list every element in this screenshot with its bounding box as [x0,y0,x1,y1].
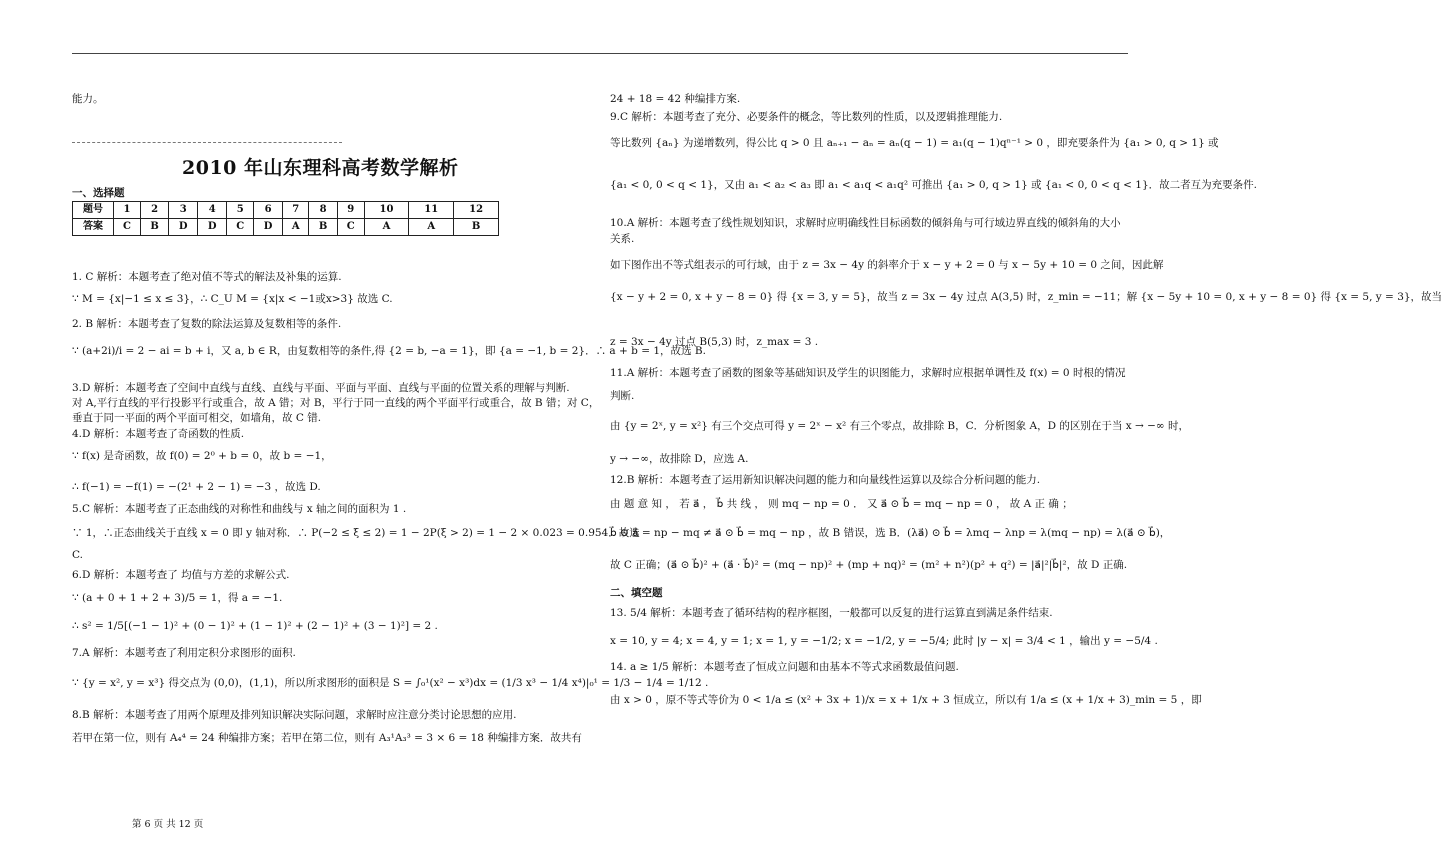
table-cell: 1 [114,202,141,219]
table-cell: 7 [283,202,309,219]
table-cell: D [254,219,283,236]
text-line: z = 3x − 4y 过点 B(5,3) 时，z_max = 3 . [610,336,819,348]
text-line: 13. 5/4 解析：本题考查了循环结构的程序框图，一般都可以反复的进行运算直到满足条件结束. [610,607,1053,619]
text-line: 5.C 解析：本题考查了正态曲线的对称性和曲线与 x 轴之间的面积为 1 . [72,503,407,515]
table-cell: B [454,219,499,236]
text-line: {x − y + 2 = 0, x + y − 8 = 0} 得 {x = 3, y = 5}，故当 z = 3x − 4y 过点 A(3,5) 时，z_min = −11；解 {x − 5y + 10 = 0, x + y − 8 = 0} 得 {x = 5, y = 3}，故当 [610,291,1442,303]
table-cell: 2 [140,202,168,219]
top-text: 能力。 [72,93,104,105]
text-line: 由 {y = 2ˣ, y = x²} 有三个交点可得 y = 2ˣ − x² 有三个零点，故排除 B，C．分析图象 A，D 的区别在于当 x → −∞ 时， [610,420,1189,432]
table-cell: 4 [198,202,227,219]
text-line: 11.A 解析：本题考查了函数的图象等基础知识及学生的识图能力，求解时应根据单调性及 f(x) = 0 时根的情况 [610,367,1126,379]
text-line: y → −∞，故排除 D，应选 A. [610,453,749,465]
table-row [73,202,499,219]
text-line: 由 题 意 知 ， 若 a⃗ ， b⃗ 共 线 ， 则 mq − np = 0 ． 又 a⃗ ⊙ b⃗ = mq − np = 0 ， 故 A 正 确 ； [610,498,1073,510]
text-line: 9.C 解析：本题考查了充分、必要条件的概念，等比数列的性质，以及逻辑推理能力. [610,111,1003,123]
page-title: 2010 年山东理科高考数学解析 [182,157,459,179]
section-heading: 二、填空题 [610,587,663,599]
text-line: ∵ {y = x², y = x³} 得交点为 (0,0)，(1,1)，所以所求图形的面积是 S = ∫₀¹(x² − x³)dx = (1/3 x³ − 1/4 x⁴)|₀¹ = 1/3 − 1/4 = 1/12 . [72,677,709,689]
text-line: ∵ (a+2i)/i = 2 − ai = b + i，又 a, b ∈ R，由复数相等的条件,得 {2 = b, −a = 1}，即 {a = −1, b = 2}．∴ a + b = 1，故选 B. [72,345,706,357]
table-cell: C [227,219,254,236]
text-line: x = 10, y = 4; x = 4, y = 1; x = 1, y = −1/2; x = −1/2, y = −5/4; 此时 |y − x| = 3/4 < 1 ，输出 y = −5/4 . [610,635,1158,647]
text-line: 对 A,平行直线的平行投影平行或重合，故 A 错；对 B，平行于同一直线的两个平面平行或重合，故 B 错；对 C， [72,397,600,409]
table-cell: 6 [254,202,283,219]
text-line: 垂直于同一平面的两个平面可相交，如墙角，故 C 错. [72,412,322,424]
text-line: 等比数列 {aₙ} 为递增数列，得公比 q > 0 且 aₙ₊₁ − aₙ = aₙ(q − 1) = a₁(q − 1)qⁿ⁻¹ > 0 ，即充要条件为 {a₁ > 0, q > 1} 或 [610,137,1219,149]
page-footer: 第 6 页 共 12 页 [132,819,204,830]
text-line: 由 x > 0 ，原不等式等价为 0 < 1/a ≤ (x² + 3x + 1)/x = x + 1/x + 3 恒成立，所以有 1/a ≤ (x + 1/x + 3)_min = 5 ，即 [610,694,1202,706]
table-cell: B [140,219,168,236]
table-cell: A [409,219,454,236]
text-line: b⃗ ⊙ a⃗ = np − mq ≠ a⃗ ⊙ b⃗ = mq − np ，故 B 错误，选 B．(λa⃗) ⊙ b⃗ = λmq − λnp = λ(mq − np) = λ(a⃗ ⊙ b⃗)， [610,527,1171,539]
table-cell: C [337,219,364,236]
table-answer-label: 答案 [73,219,114,236]
text-line: 如下图作出不等式组表示的可行域，由于 z = 3x − 4y 的斜率介于 x − y + 2 = 0 与 x − 5y + 10 = 0 之间，因此解 [610,259,1164,271]
dashed-separator [72,142,342,143]
text-line: 8.B 解析：本题考查了用两个原理及排列知识解决实际问题，求解时应注意分类讨论思想的应用. [72,709,517,721]
table-cell: 3 [169,202,198,219]
text-line: 3.D 解析：本题考查了空间中直线与直线、直线与平面、平面与平面、直线与平面的位置关系的理解与判断. [72,382,570,394]
text-line: ∵ f(x) 是奇函数，故 f(0) = 2⁰ + b = 0，故 b = −1， [72,450,332,462]
text-line: C. [72,549,83,561]
text-line: ∵ M = {x|−1 ≤ x ≤ 3}，∴ C_U M = {x|x < −1或x>3} 故选 C. [72,293,393,305]
text-line: 4.D 解析：本题考查了奇函数的性质. [72,428,245,440]
table-cell: 12 [454,202,499,219]
text-line: 10.A 解析：本题考查了线性规划知识，求解时应明确线性目标函数的倾斜角与可行域边界直线的倾斜角的大小 [610,217,1121,229]
text-line: 14. a ≥ 1/5 解析：本题考查了恒成立问题和由基本不等式求函数最值问题. [610,661,959,673]
section-heading: 一、选择题 [72,187,125,199]
answer-table [72,201,499,236]
text-line: 6.D 解析：本题考查了 均值与方差的求解公式. [72,569,290,581]
text-line: 关系. [610,233,635,245]
table-cell: C [114,219,141,236]
table-cell: D [169,219,198,236]
table-cell: 8 [309,202,337,219]
table-cell: 5 [227,202,254,219]
text-line: 24 + 18 = 42 种编排方案. [610,93,741,105]
table-row [73,219,499,236]
table-cell: A [364,219,409,236]
table-cell: D [198,219,227,236]
text-line: 7.A 解析：本题考查了利用定积分求图形的面积. [72,647,296,659]
table-cell: B [309,219,337,236]
text-line: 判断. [610,390,635,402]
text-line: 故 C 正确；(a⃗ ⊙ b⃗)² + (a⃗ · b⃗)² = (mq − np)² + (mp + nq)² = (m² + n²)(p² + q²) = |a⃗|²|b⃗|²，故 D 正确. [610,559,1128,571]
text-line: ∵ 1，∴正态曲线关于直线 x = 0 即 y 轴对称．∴ P(−2 ≤ ξ ≤ 2) = 1 − 2P(ξ > 2) = 1 − 2 × 0.023 = 0.954．故选 [72,527,640,539]
table-cell: 9 [337,202,364,219]
top-rule [72,53,1128,54]
text-line: 2. B 解析：本题考查了复数的除法运算及复数相等的条件. [72,318,342,330]
text-line: ∴ f(−1) = −f(1) = −(2¹ + 2 − 1) = −3 ，故选 D. [72,481,321,493]
text-line: {a₁ < 0, 0 < q < 1}，又由 a₁ < a₂ < a₃ 即 a₁ < a₁q < a₁q² 可推出 {a₁ > 0, q > 1} 或 {a₁ < 0, 0 < q < 1}．故二者互为充要条件. [610,179,1257,191]
table-cell: A [283,219,309,236]
text-line: 1. C 解析：本题考查了绝对值不等式的解法及补集的运算. [72,271,342,283]
text-line: ∵ (a + 0 + 1 + 2 + 3)/5 = 1，得 a = −1. [72,592,283,604]
text-line: 12.B 解析：本题考查了运用新知识解决问题的能力和向量线性运算以及综合分析问题的能力. [610,474,1041,486]
text-line: 若甲在第一位，则有 A₄⁴ = 24 种编排方案；若甲在第二位，则有 A₃¹A₃³ = 3 × 6 = 18 种编排方案．故共有 [72,732,582,744]
text-line: ∴ s² = 1/5[(−1 − 1)² + (0 − 1)² + (1 − 1)² + (2 − 1)² + (3 − 1)²] = 2 . [72,620,438,632]
table-cell: 10 [364,202,409,219]
table-cell: 11 [409,202,454,219]
table-header-label: 题号 [73,202,114,219]
